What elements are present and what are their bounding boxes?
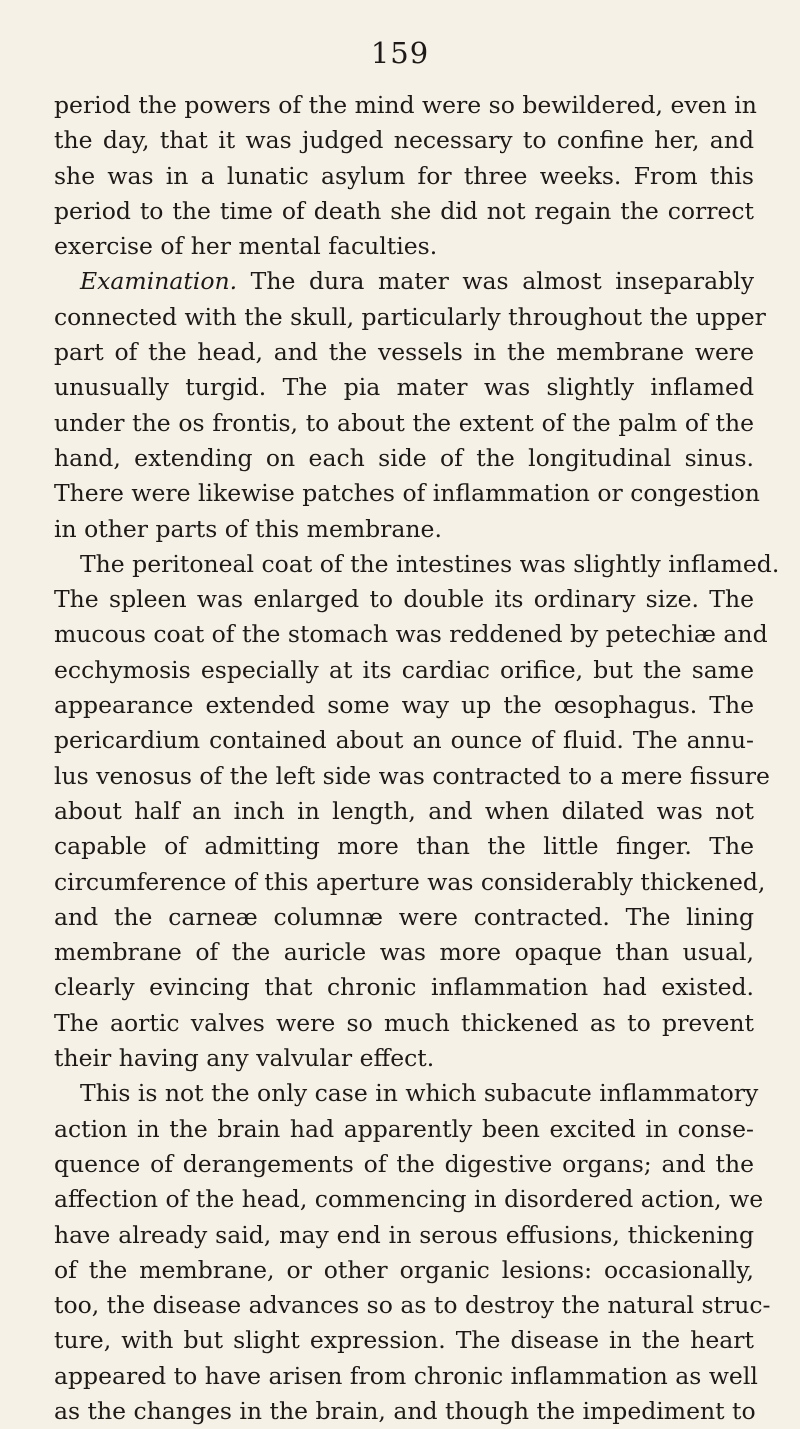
text-line: This is not the only case in which subacute inflammatory — [80, 1079, 759, 1108]
text-line: have already said, may end in serous effusions, thickening — [54, 1220, 754, 1249]
text-line: pericardium contained about an ounce of fluid. The annu- — [54, 726, 754, 755]
text-line: exercise of her mental faculties. — [54, 232, 438, 261]
text-line: their having any valvular effect. — [54, 1044, 435, 1073]
text-line: ture, with but slight expression. The disease in the heart — [54, 1326, 754, 1355]
text-line: period the powers of the mind were so bewildered, even in — [54, 91, 757, 119]
text-line: mucous coat of the stomach was reddened by petechiæ and — [54, 620, 768, 649]
text-line: action in the brain had apparently been excited in conse- — [54, 1114, 754, 1143]
text-line: The aortic valves were so much thickened as to prevent — [54, 1008, 754, 1037]
examination-heading: Examination. — [80, 267, 238, 296]
text-line: unusually turgid. The pia mater was slightly inflamed — [54, 373, 754, 402]
text-line: period to the time of death she did not regain the correct — [54, 196, 754, 225]
text-line: too, the disease advances so as to destroy the natural struc- — [54, 1291, 771, 1320]
text-line: circumference of this aperture was considerably thickened, — [54, 867, 766, 896]
text-line: The peritoneal coat of the intestines was slightly inflamed. — [80, 549, 780, 578]
body-text — [54, 88, 780, 1429]
text-line: as the changes in the brain, and though the impediment to — [54, 1396, 756, 1425]
text-line: clearly evincing that chronic inflammation had existed. — [54, 973, 754, 1002]
page-number: 159 — [370, 36, 430, 70]
text-line: she was in a lunatic asylum for three weeks. From this — [54, 161, 754, 190]
text-line: the day, that it was judged necessary to confine her, and — [54, 126, 754, 155]
text-line-fragment: The dura mater was almost inseparably — [250, 267, 754, 296]
text-line: ecchymosis especially at its cardiac orifice, but the same — [54, 655, 754, 684]
text-line: connected with the skull, particularly throughout the upper — [54, 302, 766, 331]
text-line: hand, extending on each side of the longitudinal sinus. — [54, 443, 754, 472]
text-line: part of the head, and the vessels in the membrane were — [54, 338, 754, 367]
text-line: capable of admitting more than the little finger. The — [54, 832, 754, 861]
examination-paragraph-start — [54, 264, 754, 299]
text-line: about half an inch in length, and when dilated was not — [54, 796, 754, 825]
text-line: of the membrane, or other organic lesions: occasionally, — [54, 1255, 754, 1284]
text-line: appeared to have arisen from chronic inflammation as well — [54, 1361, 758, 1390]
text-line: appearance extended some way up the œsophagus. The — [54, 691, 754, 720]
text-line: The spleen was enlarged to double its ordinary size. The — [54, 585, 754, 614]
text-line: affection of the head, commencing in disordered action, we — [54, 1185, 764, 1214]
text-line: membrane of the auricle was more opaque than usual, — [54, 938, 754, 967]
text-line: in other parts of this membrane. — [54, 514, 442, 543]
text-line: under the os frontis, to about the extent of the palm of the — [54, 408, 754, 437]
text-line: lus venosus of the left side was contracted to a mere fissure — [54, 761, 770, 790]
text-line: There were likewise patches of inflammation or congestion — [54, 479, 760, 508]
text-line: quence of derangements of the digestive organs; and the — [54, 1149, 754, 1178]
text-line: and the carneæ columnæ were contracted. The lining — [54, 902, 754, 931]
